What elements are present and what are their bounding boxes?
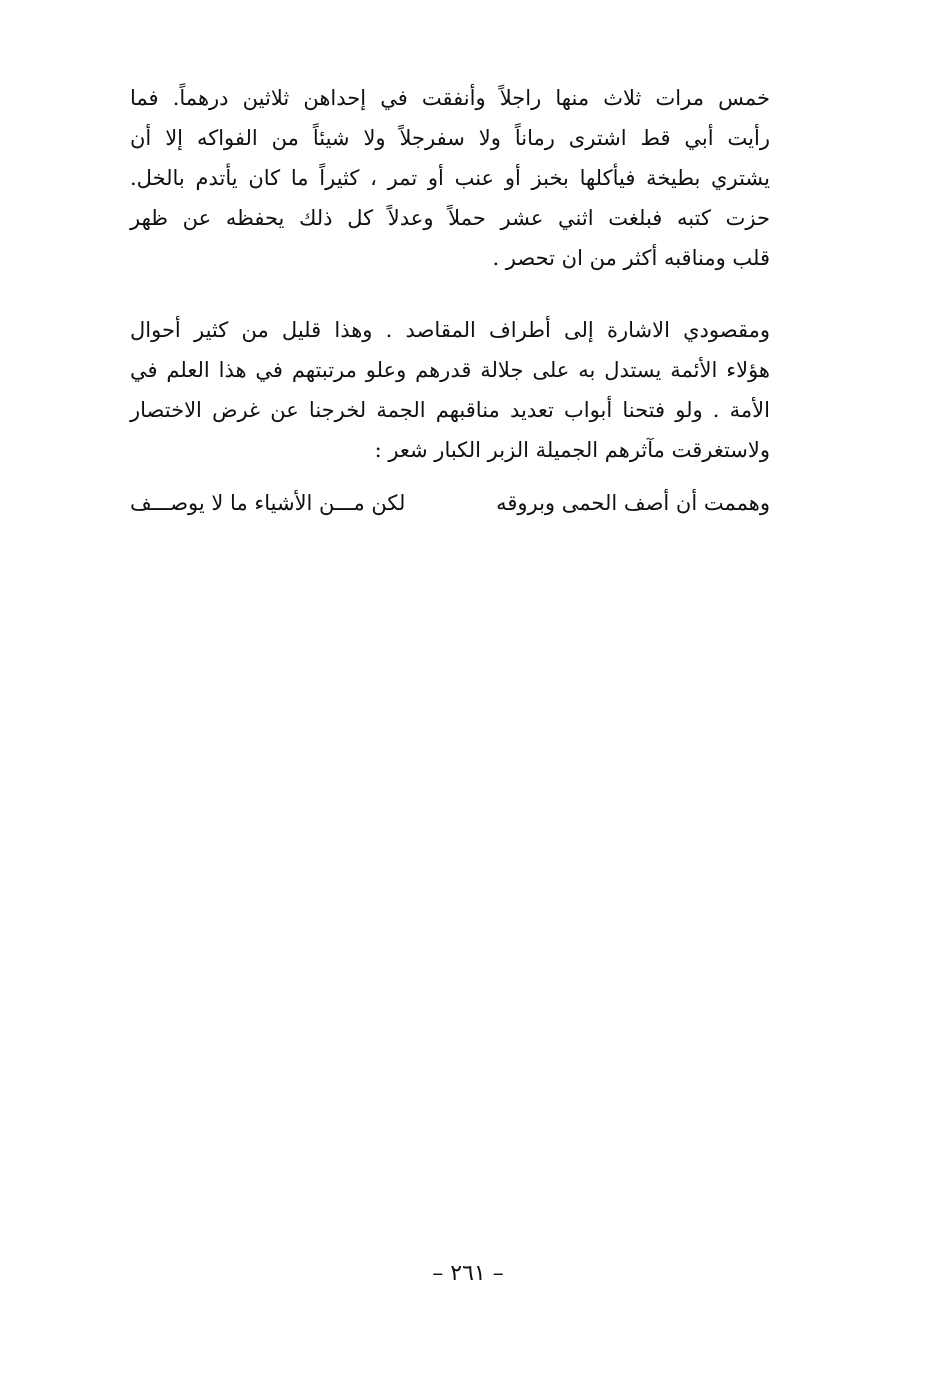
poetry-verse bbox=[130, 483, 770, 523]
text-line: قلب ومناقبه أكثر من ان تحصر . bbox=[492, 246, 770, 270]
text-line: هؤلاء الأئمة يستدل به على جلالة قدرهم وعلو مرتبتهم في هذا العلم في bbox=[130, 358, 770, 382]
text-line: ولاستغرقت مآثرهم الجميلة الزبر الكبار شعر : bbox=[374, 438, 770, 462]
verse-first-hemistich: وهممت أن أصف الحمى وبروقه bbox=[496, 491, 770, 515]
paragraph-2 bbox=[130, 310, 770, 470]
text-line: الأمة . ولو فتحنا أبواب تعديد مناقبهم الجمة لخرجنا عن غرض الاختصار bbox=[130, 398, 770, 422]
verse-second-hemistich: لكن مـــن الأشياء ما لا يوصـــف bbox=[130, 491, 406, 515]
text-line: خمس مرات ثلاث منها راجلاً وأنفقت في إحداهن ثلاثين درهماً. فما bbox=[130, 86, 770, 110]
paragraph-1 bbox=[130, 78, 770, 278]
text-line: حزت كتبه فبلغت اثني عشر حملاً وعدلاً كل ذلك يحفظه عن ظهر bbox=[130, 206, 770, 230]
text-line: ومقصودي الاشارة إلى أطراف المقاصد . وهذا قليل من كثير أحوال bbox=[130, 318, 770, 342]
page-number: – ٢٦١ – bbox=[432, 1261, 504, 1286]
text-line: رأيت أبي قط اشترى رماناً ولا سفرجلاً ولا شيئاً من الفواكه إلا أن bbox=[130, 126, 770, 150]
text-line: يشتري بطيخة فيأكلها بخبز أو عنب أو تمر ، كثيراً ما كان يأتدم بالخل. bbox=[130, 166, 770, 190]
